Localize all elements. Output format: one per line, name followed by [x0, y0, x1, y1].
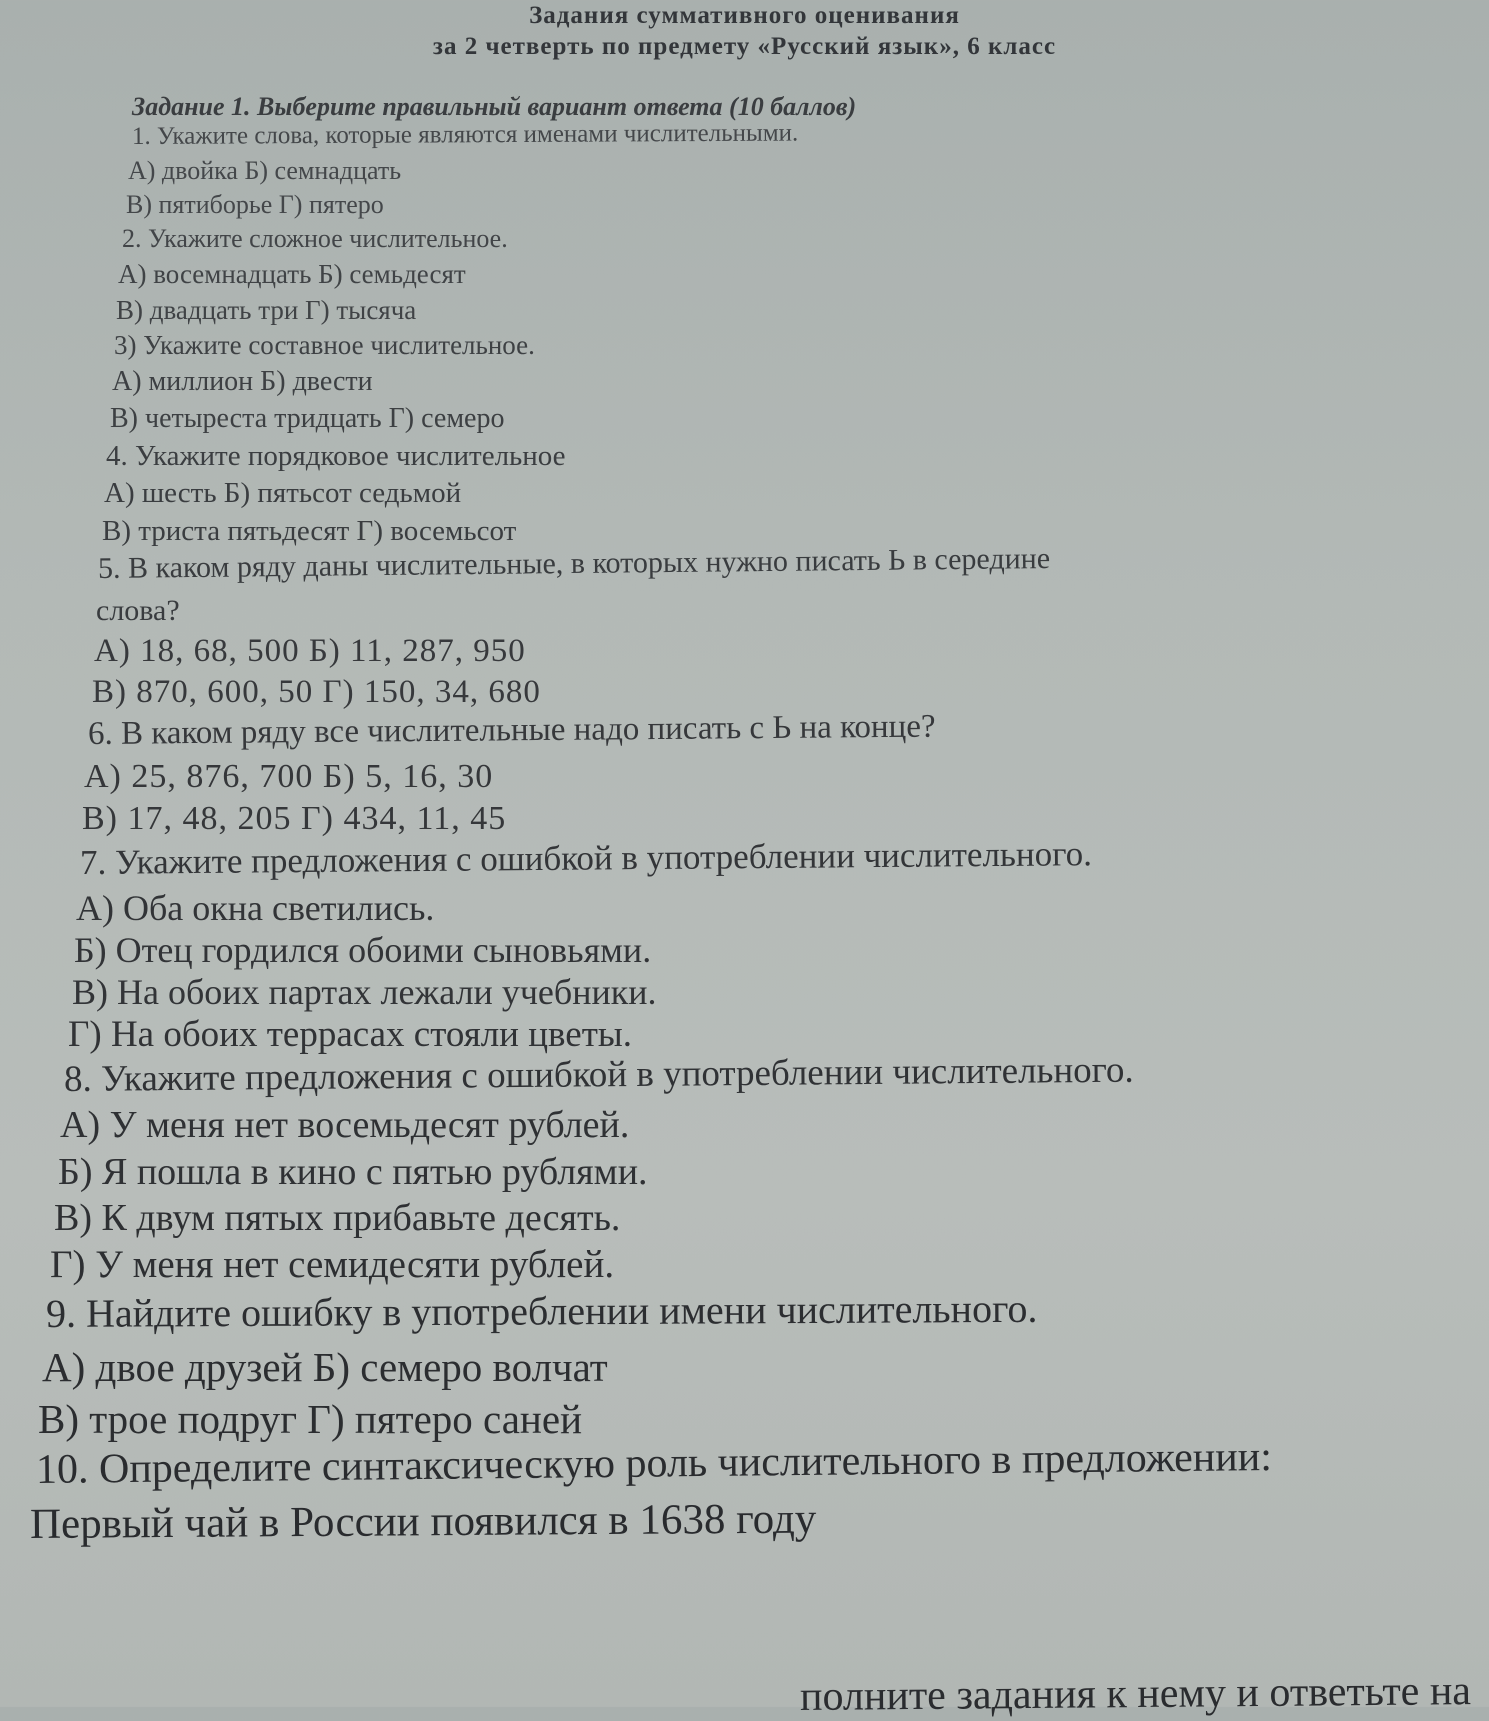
text-line-cut: полните задания к нему и ответьте на	[799, 1668, 1472, 1720]
text-line: 7. Укажите предложения с ошибкой в употреблении числительного.	[79, 834, 1093, 882]
text-line: В) На обоих партах лежали учебники.	[72, 972, 657, 1012]
task-title: Задание 1. Выберите правильный вариант ответа (10 баллов)	[132, 92, 857, 121]
text-line: А) У меня нет восемьдесят рублей.	[60, 1104, 630, 1146]
text-line: А) шесть Б) пятьсот седьмой	[104, 477, 462, 509]
text-line: А) Оба окна светились.	[76, 888, 435, 928]
text-line: 6. В каком ряду все числительные надо писать с Ь на конце?	[87, 708, 936, 752]
text-line: 1. Укажите слова, которые являются именами числительными.	[131, 119, 799, 150]
text-line: Г) У меня нет семидесяти рублей.	[50, 1243, 615, 1286]
text-line: А) миллион Б) двести	[112, 366, 373, 397]
text-line: Б) Я пошла в кино с пятью рублями.	[58, 1151, 648, 1193]
text-line: 8. Укажите предложения с ошибкой в употреблении числительного.	[63, 1049, 1134, 1100]
text-line: 9. Найдите ошибку в употреблении имени числительного.	[45, 1285, 1038, 1336]
text-line: А) 25, 876, 700 Б) 5, 16, 30	[84, 758, 494, 795]
text-line: 10. Определите синтаксическую роль числительного в предложении:	[35, 1434, 1273, 1493]
text-line: А) двойка Б) семнадцать	[128, 156, 402, 185]
text-line: В) двадцать три Г) тысяча	[116, 295, 417, 325]
text-line: В) триста пятьдесят Г) восемьсот	[102, 515, 517, 547]
text-line: В) 17, 48, 205 Г) 434, 11, 45	[82, 800, 507, 837]
text-line: В) 870, 600, 50 Г) 150, 34, 680	[92, 674, 541, 710]
text-line: В) пятиборье Г) пятеро	[126, 190, 384, 219]
text-line: Г) На обоих террасах стояли цветы.	[68, 1014, 632, 1055]
text-line: В) трое подруг Г) пятеро саней	[38, 1396, 583, 1442]
text-line: В) К двум пятых прибавьте десять.	[54, 1197, 621, 1239]
text-line: 5. В каком ряду даны числительные, в которых нужно писать Ь в середине	[97, 542, 1051, 585]
text-line: Б) Отец гордился обоими сыновьями.	[74, 930, 652, 970]
text-line: 3) Укажите составное числительное.	[114, 330, 535, 360]
text-line: А) восемнадцать Б) семьдесят	[118, 259, 466, 289]
text-line: Первый чай в России появился в 1638 году	[29, 1495, 817, 1548]
text-line: слова?	[96, 594, 180, 627]
text-line: 4. Укажите порядковое числительное	[106, 440, 566, 472]
header-line-2: за 2 четверть по предмету «Русский язык», 6 класс	[432, 33, 1057, 60]
header-line-1: Задания суммативного оценивания	[529, 2, 960, 29]
text-line: А) двое друзей Б) семеро волчат	[42, 1344, 608, 1390]
text-line: 2. Укажите сложное числительное.	[122, 224, 508, 253]
text-line: А) 18, 68, 500 Б) 11, 287, 950	[94, 633, 526, 669]
text-line: В) четыреста тридцать Г) семеро	[110, 403, 505, 434]
